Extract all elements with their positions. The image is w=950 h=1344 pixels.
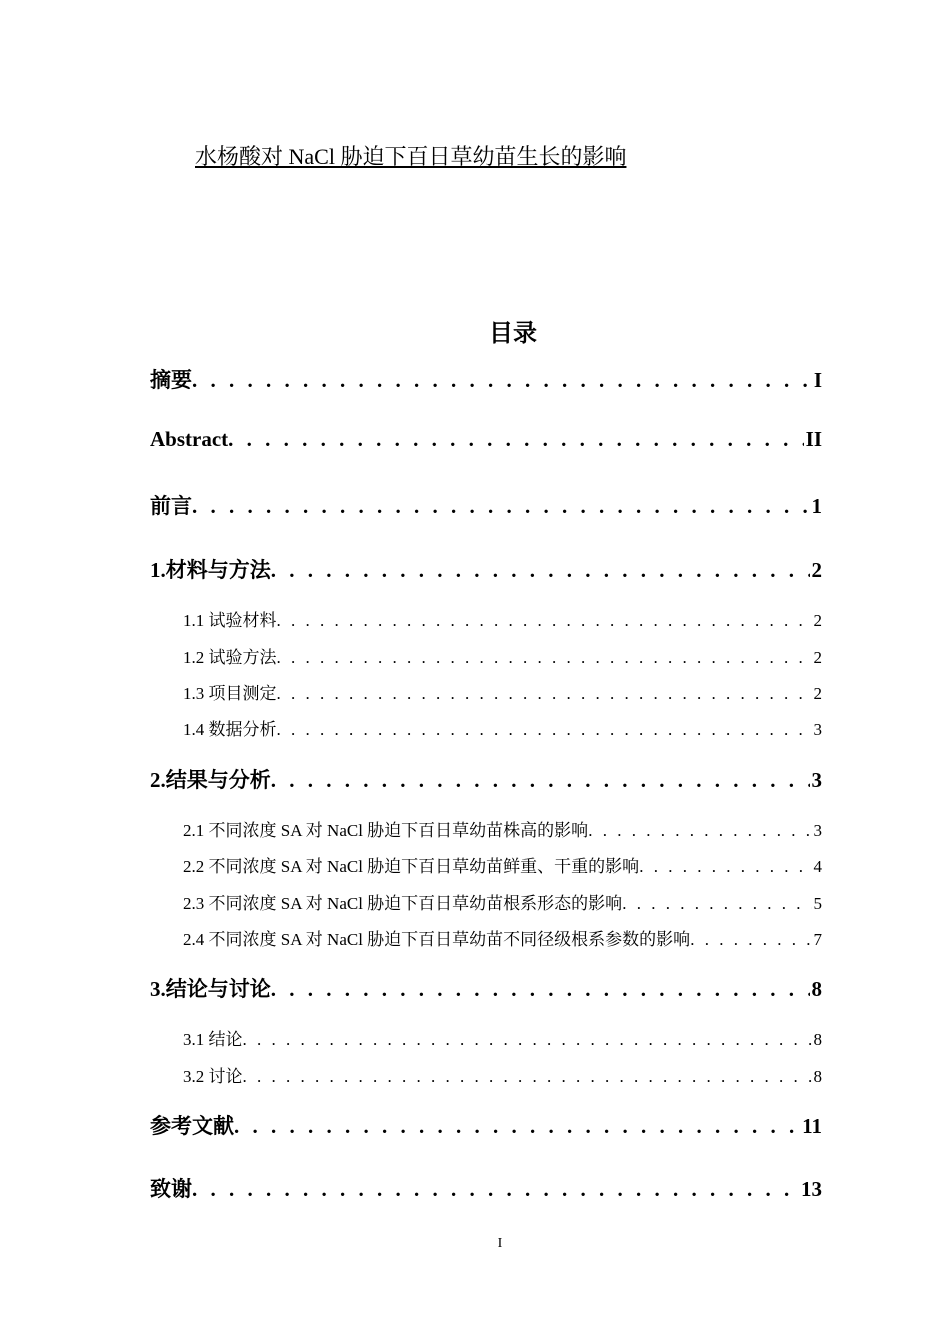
- toc-leader-dots: [277, 720, 812, 740]
- toc-entry-text: 致谢: [150, 1177, 192, 1201]
- toc-leader-dots: [271, 977, 810, 1002]
- toc-leader-dots: [277, 611, 812, 631]
- toc-leader-dots: [192, 1177, 799, 1202]
- toc-entry-abstract-cn[interactable]: [150, 364, 822, 394]
- toc-entry-page: 4: [813, 857, 822, 876]
- toc-leader-dots: [192, 494, 810, 519]
- toc-entry-text: 2.结果与分析: [150, 768, 271, 792]
- toc-entry-text: 2.3 不同浓度 SA 对 NaCl 胁迫下百日草幼苗根系形态的影响: [183, 894, 623, 913]
- toc-entry-abstract-en[interactable]: [150, 427, 822, 452]
- toc-entry-text: 3.1 结论: [183, 1030, 243, 1049]
- toc-entry-page: 3: [811, 768, 822, 792]
- toc-heading: 目录: [489, 319, 537, 347]
- toc-entry-section-2-2[interactable]: [183, 852, 822, 877]
- toc-entry-section-2-4[interactable]: [183, 925, 822, 950]
- toc-entry-text: 2.2 不同浓度 SA 对 NaCl 胁迫下百日草幼苗鲜重、干重的影响: [183, 857, 640, 876]
- toc-entry-text: 1.3 项目测定: [183, 684, 277, 703]
- toc-entry-page: 8: [813, 1030, 822, 1049]
- toc-entry-section-3-1[interactable]: [183, 1025, 822, 1050]
- toc-entry-section-1[interactable]: [150, 554, 822, 584]
- toc-entry-page: 7: [813, 930, 822, 949]
- toc-entry-section-3[interactable]: [150, 973, 822, 1003]
- toc-leader-dots: [243, 1030, 812, 1050]
- toc-entry-page: II: [805, 427, 822, 451]
- toc-entry-text: 1.2 试验方法: [183, 648, 277, 667]
- toc-entry-page: 2: [811, 558, 822, 582]
- toc-entry-page: 2: [813, 611, 822, 630]
- toc-entry-page: 8: [813, 1067, 822, 1086]
- toc-leader-dots: [622, 894, 811, 914]
- toc-entry-page: I: [813, 368, 822, 392]
- toc-leader-dots: [192, 368, 812, 393]
- toc-leader-dots: [271, 768, 810, 793]
- toc-entry-page: 3: [813, 720, 822, 739]
- toc-entry-page: 1: [811, 494, 822, 518]
- toc-entry-text: 3.2 讨论: [183, 1067, 243, 1086]
- toc-entry-text: 1.4 数据分析: [183, 720, 277, 739]
- toc-leader-dots: [690, 930, 811, 950]
- toc-entry-text: 2.4 不同浓度 SA 对 NaCl 胁迫下百日草幼苗不同径级根系参数的影响: [183, 930, 691, 949]
- toc-entry-text: Abstract: [150, 427, 229, 451]
- toc-entry-section-1-2[interactable]: [183, 643, 822, 668]
- toc-entry-text: 参考文献: [150, 1114, 234, 1138]
- toc-entry-text: 3.结论与讨论: [150, 977, 271, 1001]
- toc-entry-section-1-4[interactable]: [183, 715, 822, 740]
- toc-entry-text: 1.1 试验材料: [183, 611, 277, 630]
- toc-entry-page: 11: [802, 1114, 822, 1138]
- toc-entry-page: 2: [813, 648, 822, 667]
- toc-entry-section-2[interactable]: [150, 764, 822, 794]
- toc-entry-section-1-1[interactable]: [183, 606, 822, 631]
- toc-leader-dots: [277, 648, 812, 668]
- toc-entry-page: 5: [813, 894, 822, 913]
- toc-leader-dots: [243, 1067, 812, 1087]
- toc-entry-text: 1.材料与方法: [150, 558, 271, 582]
- toc-leader-dots: [639, 857, 811, 877]
- page-number: I: [497, 1236, 503, 1251]
- toc-entry-section-1-3[interactable]: [183, 679, 822, 704]
- toc-entry-text: 摘要: [150, 368, 192, 392]
- toc-leader-dots: [277, 684, 812, 704]
- toc-entry-text: 前言: [150, 494, 192, 518]
- toc-entry-preface[interactable]: [150, 490, 822, 520]
- toc-entry-section-2-1[interactable]: [183, 816, 822, 841]
- toc-entry-page: 2: [813, 684, 822, 703]
- toc-entry-page: 8: [811, 977, 822, 1001]
- toc-entry-page: 13: [801, 1177, 822, 1201]
- toc-entry-page: 3: [813, 821, 822, 840]
- toc-leader-dots: [234, 1114, 800, 1139]
- document-title: 水杨酸对 NaCl 胁迫下百日草幼苗生长的影响: [195, 144, 627, 169]
- toc-entry-section-3-2[interactable]: [183, 1062, 822, 1087]
- toc-leader-dots: [588, 821, 811, 841]
- toc-leader-dots: [271, 558, 810, 583]
- toc-entry-section-2-3[interactable]: [183, 889, 822, 914]
- toc-entry-references[interactable]: [150, 1110, 822, 1140]
- toc-leader-dots: [228, 427, 803, 452]
- toc-entry-text: 2.1 不同浓度 SA 对 NaCl 胁迫下百日草幼苗株高的影响: [183, 821, 589, 840]
- toc-entry-acknowledgements[interactable]: [150, 1173, 822, 1203]
